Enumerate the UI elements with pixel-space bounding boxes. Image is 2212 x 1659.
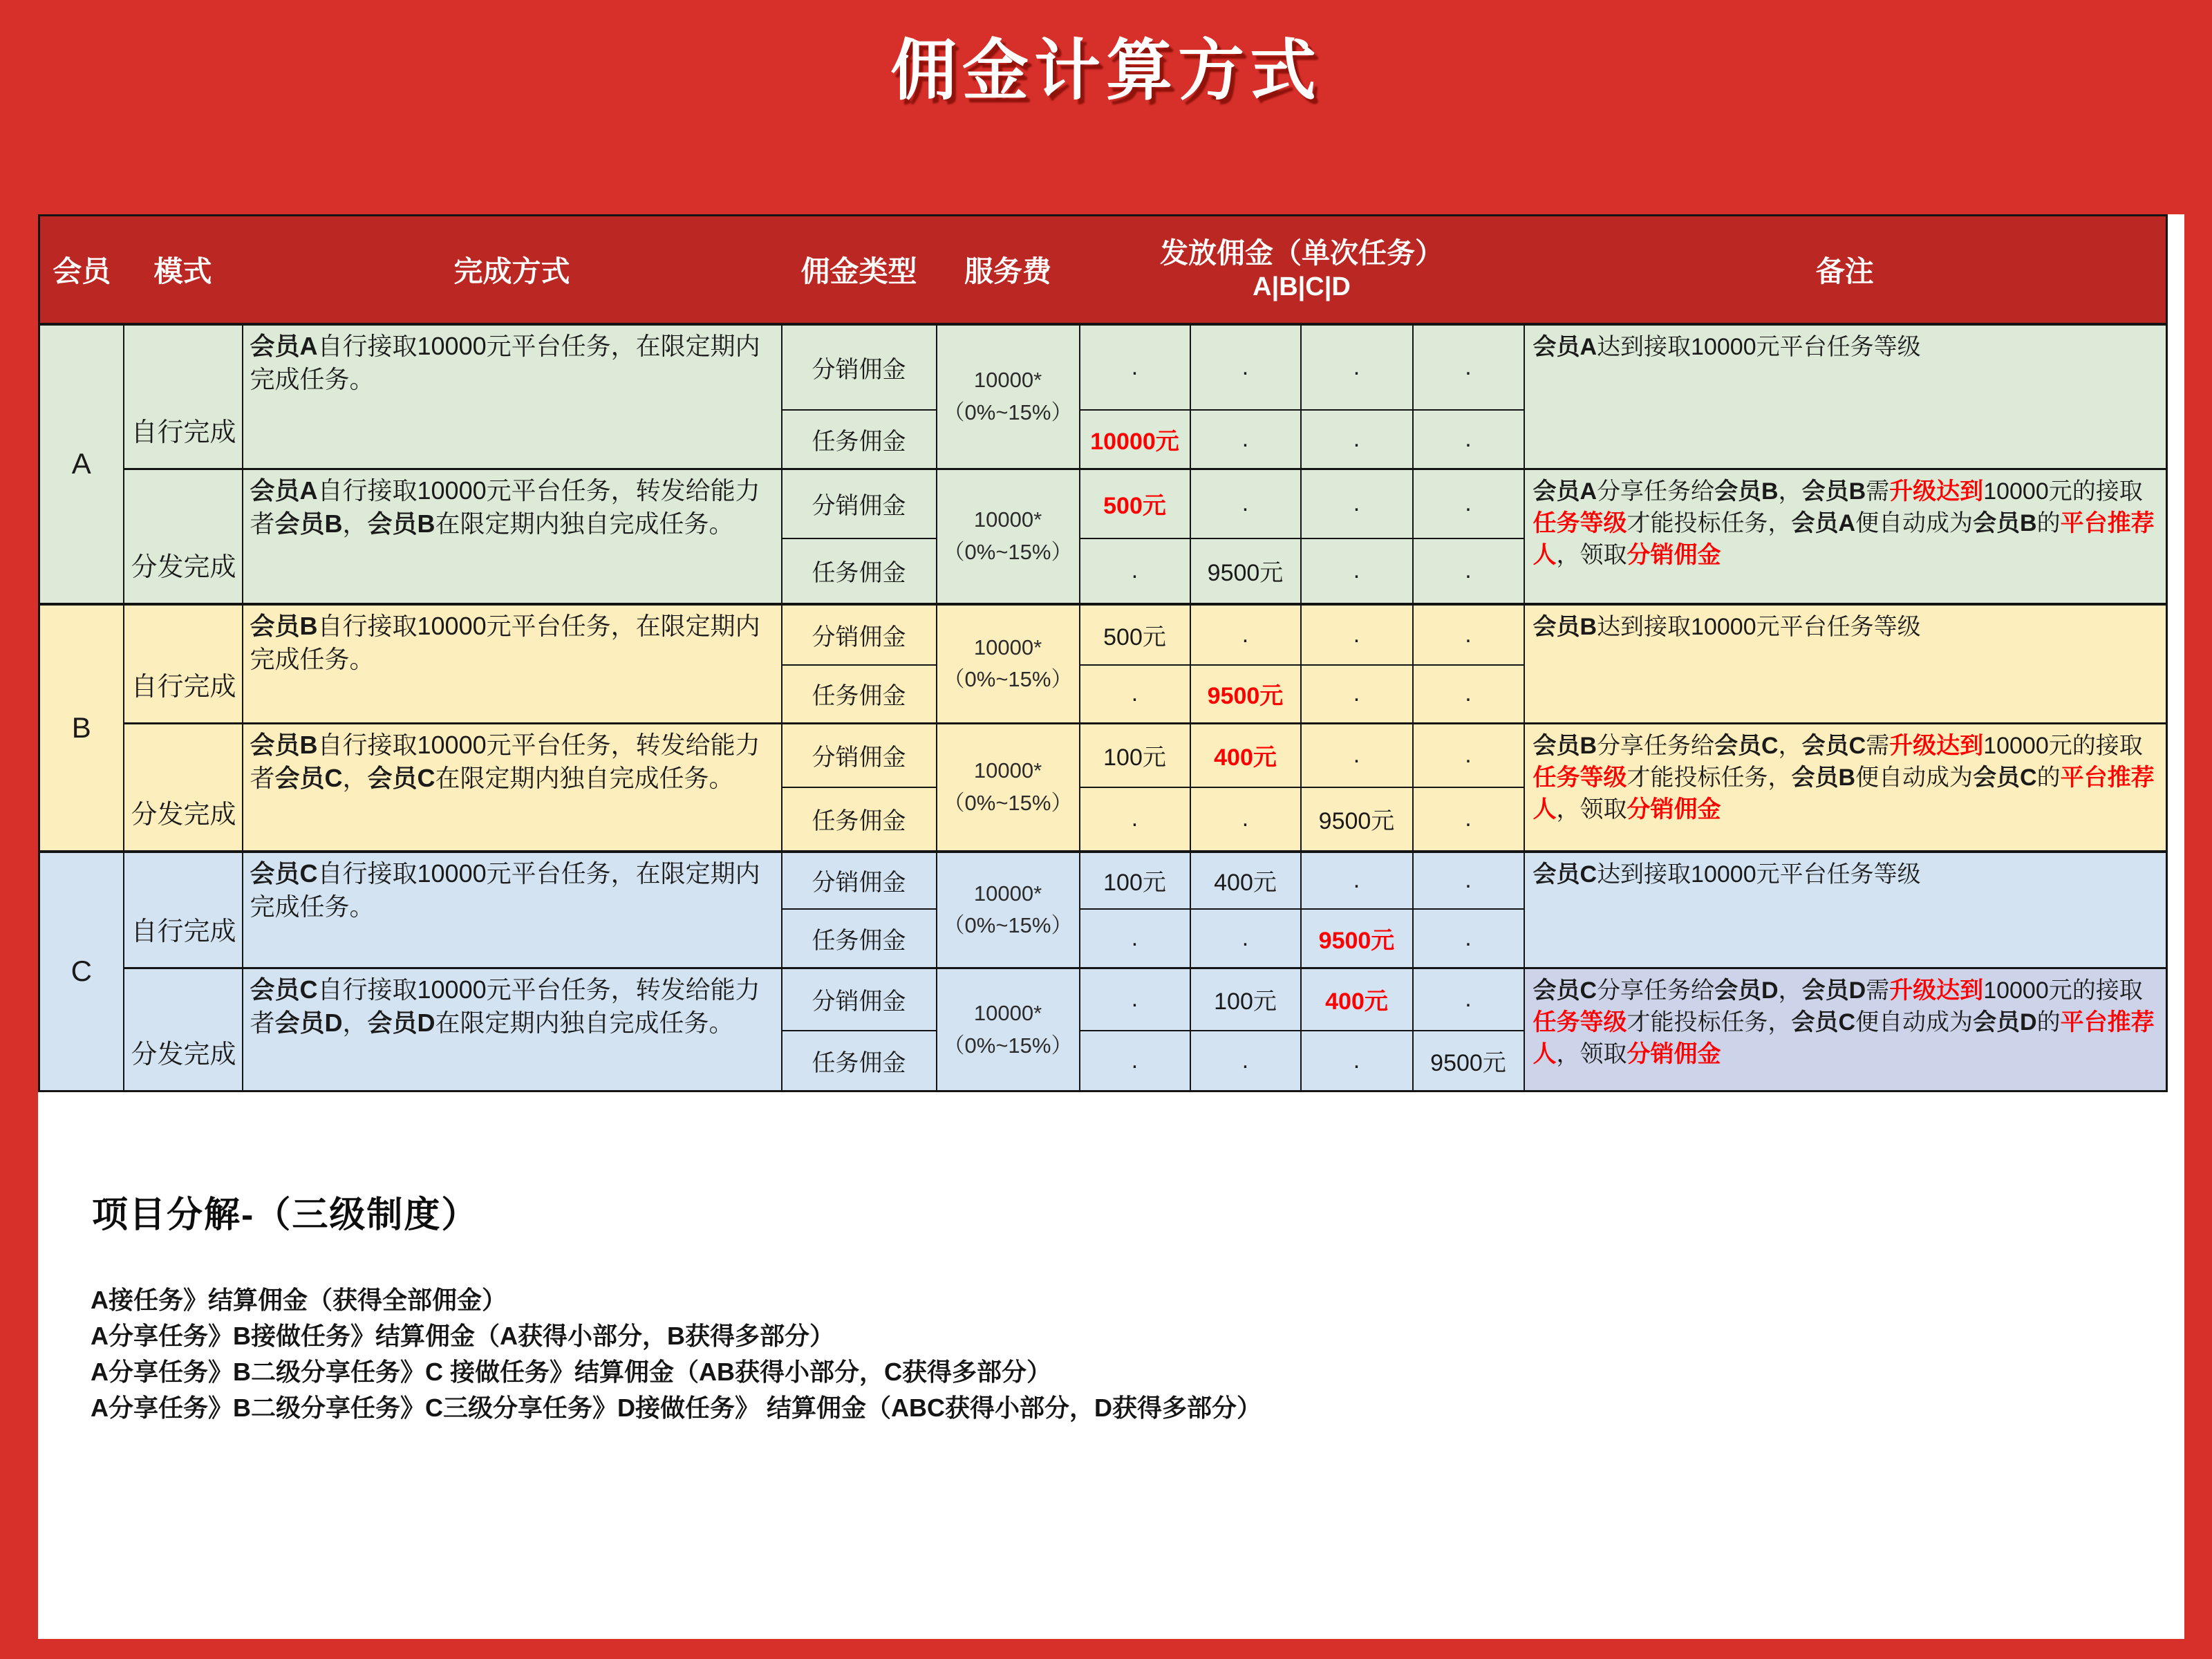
service-fee-rate: （0%~15%） <box>943 667 1073 692</box>
service-fee-base: 10000* <box>973 1001 1042 1025</box>
note-cell: 会员C达到接取10000元平台任务等级 <box>1524 852 2167 968</box>
value-cell-b: . <box>1190 469 1301 538</box>
header-mode: 模式 <box>124 216 243 324</box>
value-cell-c: . <box>1301 1031 1413 1091</box>
value-cell-c: 400元 <box>1301 968 1413 1031</box>
value-cell-d: . <box>1413 324 1524 410</box>
method-cell: 会员B自行接取10000元平台任务，转发给能力者会员C，会员C在限定期内独自完成任务。 <box>243 724 782 852</box>
value-cell-d: 9500元 <box>1413 1031 1524 1091</box>
header-payout-line2: A|B|C|D <box>1253 272 1351 301</box>
breakdown-line: A接任务》结算佣金（获得全部佣金） <box>91 1286 507 1314</box>
value-cell-a: 500元 <box>1080 469 1190 538</box>
service-fee-cell <box>937 324 1080 469</box>
value-cell-d: . <box>1413 724 1524 787</box>
member-cell: C <box>39 852 124 1091</box>
value-cell-d: . <box>1413 909 1524 968</box>
value-cell-b: . <box>1190 909 1301 968</box>
service-fee-rate: （0%~15%） <box>943 1033 1073 1058</box>
value-cell-c: . <box>1301 324 1413 410</box>
table-row <box>39 604 2167 665</box>
service-fee-rate: （0%~15%） <box>943 913 1073 938</box>
value-cell-a: 10000元 <box>1080 410 1190 469</box>
value-cell-a: 100元 <box>1080 852 1190 909</box>
value-cell-a: 100元 <box>1080 724 1190 787</box>
commission-type-cell: 任务佣金 <box>782 787 937 852</box>
service-fee-base: 10000* <box>973 368 1042 393</box>
value-cell-c: 9500元 <box>1301 787 1413 852</box>
commission-type-cell: 分销佣金 <box>782 968 937 1031</box>
note-cell: 会员A分享任务给会员B，会员B需升级达到10000元的接取任务等级才能投标任务，会员A便自动成为会员B的平台推荐人，领取分销佣金 <box>1524 469 2167 604</box>
value-cell-b: 100元 <box>1190 968 1301 1031</box>
value-cell-d: . <box>1413 665 1524 724</box>
header-payout-line1: 发放佣金（单次任务） <box>1160 237 1443 270</box>
value-cell-c: . <box>1301 538 1413 604</box>
method-cell: 会员C自行接取10000元平台任务，在限定期内完成任务。 <box>243 852 782 968</box>
service-fee-base: 10000* <box>973 635 1042 659</box>
mode-cell: 自行完成 <box>124 324 243 469</box>
header-payout <box>1080 216 1524 324</box>
service-fee-rate: （0%~15%） <box>943 400 1073 424</box>
mode-cell: 自行完成 <box>124 604 243 724</box>
method-cell: 会员B自行接取10000元平台任务，在限定期内完成任务。 <box>243 604 782 724</box>
value-cell-b: 400元 <box>1190 852 1301 909</box>
mode-cell: 分发完成 <box>124 968 243 1091</box>
note-cell: 会员C分享任务给会员D，会员D需升级达到10000元的接取任务等级才能投标任务，会员C便自动成为会员D的平台推荐人，领取分销佣金 <box>1524 968 2167 1091</box>
value-cell-b: . <box>1190 604 1301 665</box>
breakdown-heading: 项目分解-（三级制度） <box>92 1195 479 1235</box>
mode-cell: 自行完成 <box>124 852 243 968</box>
value-cell-a: . <box>1080 538 1190 604</box>
service-fee-cell <box>937 968 1080 1091</box>
commission-type-cell: 任务佣金 <box>782 665 937 724</box>
value-cell-a: . <box>1080 1031 1190 1091</box>
method-cell: 会员C自行接取10000元平台任务，转发给能力者会员D，会员D在限定期内独自完成任务。 <box>243 968 782 1091</box>
method-cell: 会员A自行接取10000元平台任务，在限定期内完成任务。 <box>243 324 782 469</box>
commission-type-cell: 分销佣金 <box>782 324 937 410</box>
value-cell-b: . <box>1190 787 1301 852</box>
service-fee-rate: （0%~15%） <box>943 539 1073 564</box>
breakdown-line: A分享任务》B接做任务》结算佣金（A获得小部分，B获得多部分） <box>91 1322 834 1350</box>
commission-type-cell: 分销佣金 <box>782 604 937 665</box>
value-cell-c: . <box>1301 604 1413 665</box>
header-member: 会员 <box>39 216 124 324</box>
value-cell-d: . <box>1413 604 1524 665</box>
value-cell-a: 500元 <box>1080 604 1190 665</box>
value-cell-a: . <box>1080 909 1190 968</box>
commission-type-cell: 分销佣金 <box>782 724 937 787</box>
content-panel <box>38 214 2184 1639</box>
header-service-fee: 服务费 <box>937 216 1080 324</box>
table-row <box>39 968 2167 1031</box>
note-cell: 会员B分享任务给会员C，会员C需升级达到10000元的接取任务等级才能投标任务，会员B便自动成为会员C的平台推荐人，领取分销佣金 <box>1524 724 2167 852</box>
table-row <box>39 724 2167 787</box>
mode-cell: 分发完成 <box>124 724 243 852</box>
service-fee-base: 10000* <box>973 758 1042 783</box>
page-title: 佣金计算方式 <box>890 34 1322 108</box>
mode-cell: 分发完成 <box>124 469 243 604</box>
service-fee-cell <box>937 724 1080 852</box>
value-cell-c: . <box>1301 665 1413 724</box>
commission-type-cell: 分销佣金 <box>782 852 937 909</box>
service-fee-cell <box>937 469 1080 604</box>
note-cell: 会员A达到接取10000元平台任务等级 <box>1524 324 2167 469</box>
table-row <box>39 469 2167 538</box>
breakdown-lines <box>91 1282 1262 1426</box>
header-method: 完成方式 <box>243 216 782 324</box>
commission-type-cell: 任务佣金 <box>782 909 937 968</box>
service-fee-base: 10000* <box>973 881 1042 906</box>
value-cell-d: . <box>1413 469 1524 538</box>
value-cell-c: . <box>1301 724 1413 787</box>
value-cell-d: . <box>1413 410 1524 469</box>
value-cell-d: . <box>1413 538 1524 604</box>
table-header-row <box>39 216 2167 324</box>
service-fee-cell <box>937 852 1080 968</box>
breakdown-line: A分享任务》B二级分享任务》C 接做任务》结算佣金（AB获得小部分，C获得多部分） <box>91 1358 1051 1386</box>
value-cell-b: . <box>1190 1031 1301 1091</box>
header-commission-type: 佣金类型 <box>782 216 937 324</box>
commission-type-cell: 任务佣金 <box>782 1031 937 1091</box>
service-fee-rate: （0%~15%） <box>943 790 1073 815</box>
commission-type-cell: 任务佣金 <box>782 410 937 469</box>
breakdown-line: A分享任务》B二级分享任务》C三级分享任务》D接做任务》 结算佣金（ABC获得小部分，D获得多部分） <box>91 1394 1262 1422</box>
value-cell-a: . <box>1080 324 1190 410</box>
commission-table <box>38 214 2168 1092</box>
value-cell-c: . <box>1301 410 1413 469</box>
method-cell: 会员A自行接取10000元平台任务，转发给能力者会员B，会员B在限定期内独自完成任务。 <box>243 469 782 604</box>
commission-type-cell: 任务佣金 <box>782 538 937 604</box>
value-cell-b: 9500元 <box>1190 538 1301 604</box>
value-cell-a: . <box>1080 787 1190 852</box>
value-cell-b: 400元 <box>1190 724 1301 787</box>
header-notes: 备注 <box>1524 216 2167 324</box>
value-cell-c: . <box>1301 469 1413 538</box>
value-cell-b: . <box>1190 324 1301 410</box>
value-cell-d: . <box>1413 968 1524 1031</box>
table-row <box>39 852 2167 909</box>
value-cell-b: 9500元 <box>1190 665 1301 724</box>
value-cell-a: . <box>1080 968 1190 1031</box>
member-cell: A <box>39 324 124 604</box>
value-cell-d: . <box>1413 852 1524 909</box>
member-cell: B <box>39 604 124 852</box>
value-cell-d: . <box>1413 787 1524 852</box>
service-fee-cell <box>937 604 1080 724</box>
value-cell-a: . <box>1080 665 1190 724</box>
note-cell: 会员B达到接取10000元平台任务等级 <box>1524 604 2167 724</box>
table-row <box>39 324 2167 410</box>
commission-type-cell: 分销佣金 <box>782 469 937 538</box>
service-fee-base: 10000* <box>973 507 1042 532</box>
value-cell-c: . <box>1301 852 1413 909</box>
value-cell-c: 9500元 <box>1301 909 1413 968</box>
value-cell-b: . <box>1190 410 1301 469</box>
